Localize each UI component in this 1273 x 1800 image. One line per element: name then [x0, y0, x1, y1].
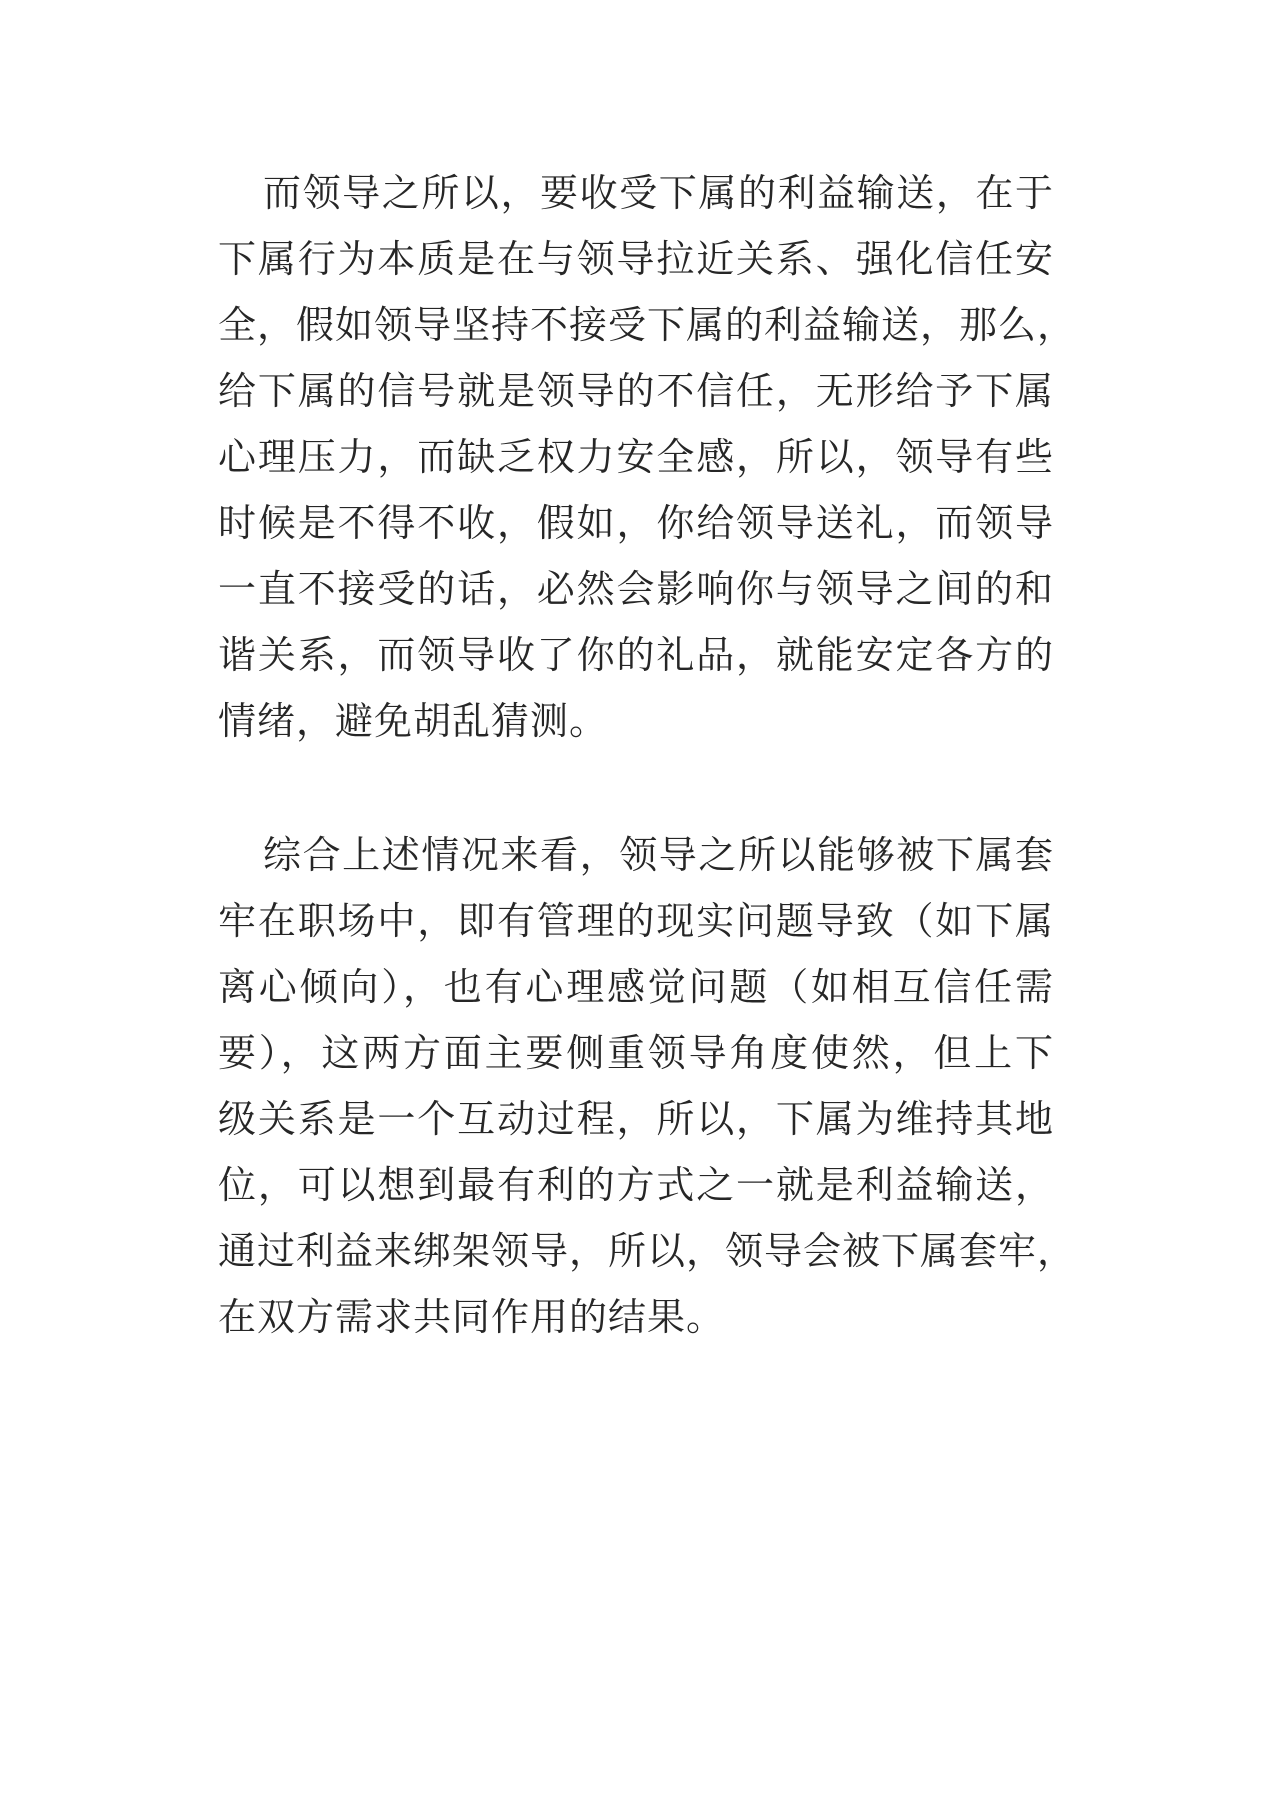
paragraph-line: 在双方需求共同作用的结果。: [218, 1295, 726, 1339]
paragraph-1: [218, 160, 1077, 754]
paragraph-line: 下属行为本质是在与领导拉近关系、强化信任安: [218, 237, 1054, 281]
paragraph-line: 时候是不得不收，假如，你给领导送礼，而领导: [218, 501, 1054, 545]
paragraph-line: 情绪，避免胡乱猜测。: [218, 699, 609, 743]
paragraph-line: 全，假如领导坚持不接受下属的利益输送，那么，: [218, 303, 1077, 347]
paragraph-line: 给下属的信号就是领导的不信任，无形给予下属: [218, 369, 1054, 413]
paragraph-line: 通过利益来绑架领导，所以，领导会被下属套牢，: [218, 1229, 1077, 1273]
paragraph-line: 级关系是一个互动过程，所以，下属为维持其地: [218, 1097, 1054, 1141]
paragraph-line: 而领导之所以，要收受下属的利益输送，在于: [263, 171, 1054, 215]
paragraph-line: 牢在职场中，即有管理的现实问题导致（如下属: [218, 899, 1054, 943]
paragraph-line: 要），这两方面主要侧重领导角度使然，但上下: [218, 1031, 1054, 1075]
paragraph-line: 心理压力，而缺乏权力安全感，所以，领导有些: [218, 435, 1054, 479]
paragraph-line: 离心倾向），也有心理感觉问题（如相互信任需: [218, 965, 1054, 1009]
paragraph-2: [218, 822, 1077, 1350]
paragraph-line: 一直不接受的话，必然会影响你与领导之间的和: [218, 567, 1054, 611]
paragraph-line: 位，可以想到最有利的方式之一就是利益输送，: [218, 1163, 1054, 1207]
paragraph-line: 谐关系，而领导收了你的礼品，就能安定各方的: [218, 633, 1054, 677]
paragraph-line: 综合上述情况来看，领导之所以能够被下属套: [263, 833, 1054, 877]
